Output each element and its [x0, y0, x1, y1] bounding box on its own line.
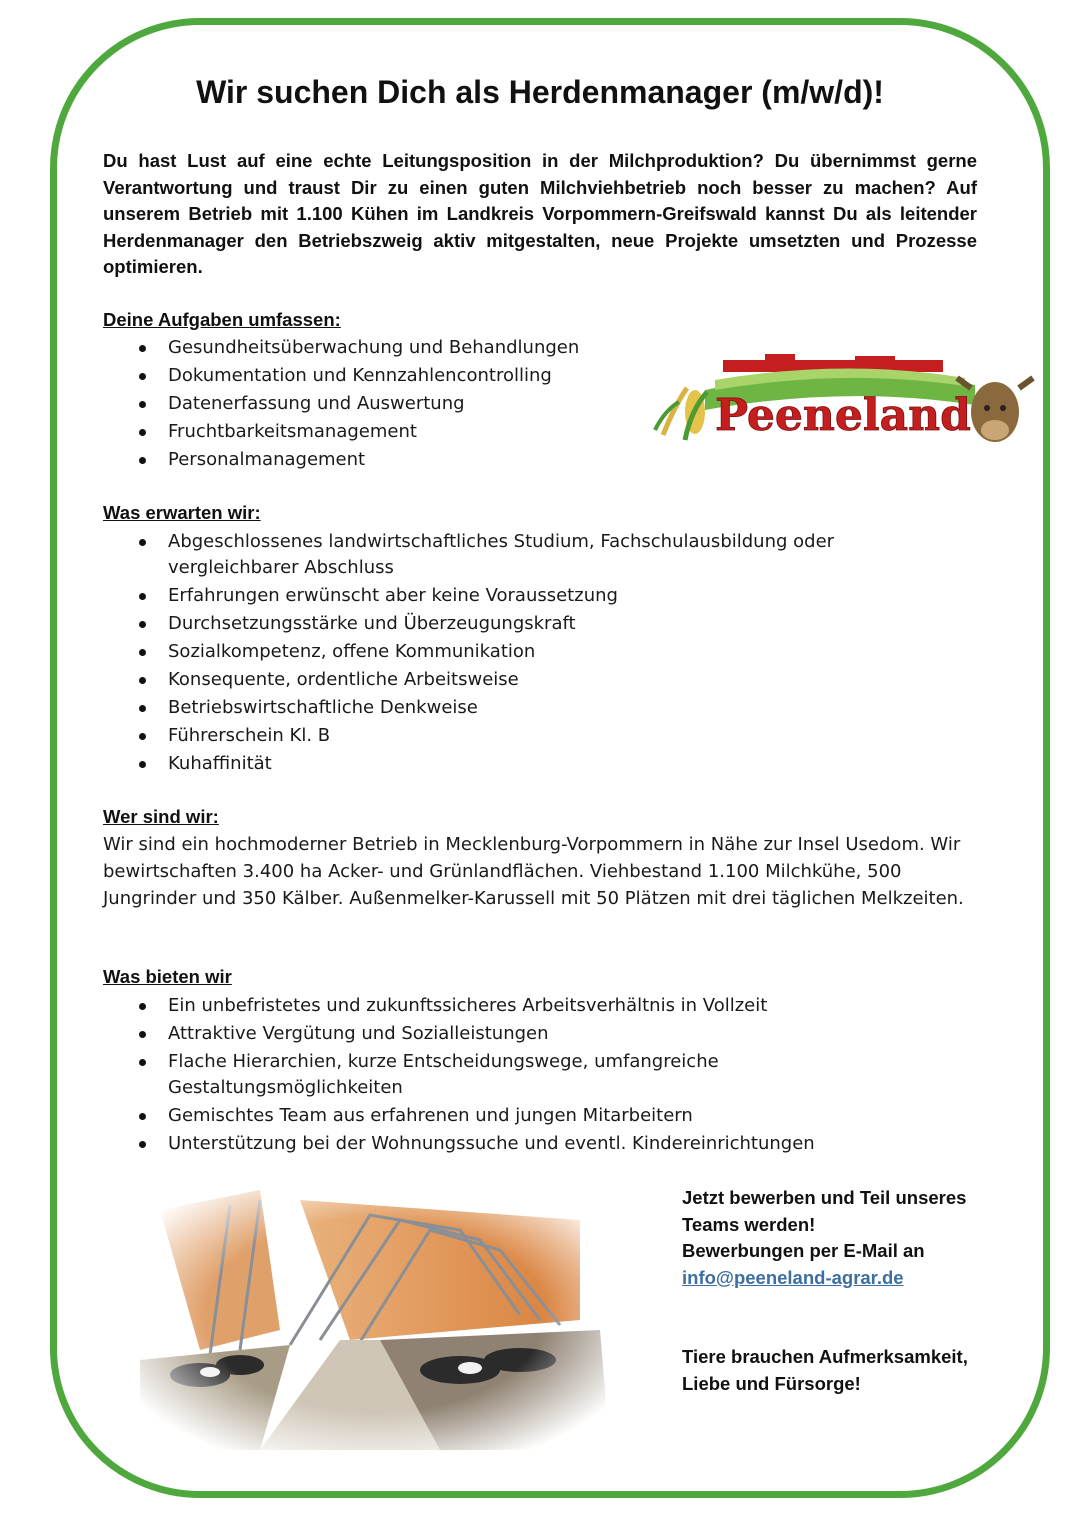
cta-line-2: Bewerbungen per E-Mail an: [682, 1240, 925, 1261]
list-item: Datenerfassung und Auswertung: [103, 391, 623, 417]
peeneland-logo: [645, 350, 1037, 450]
intro-paragraph: Du hast Lust auf eine echte Leitungsposition in der Milchproduktion? Du übernimmst gerne Verantwortung und traust Dir zu einen guten Milchviehbetrieb noch besser zu machen? Auf unserem Betrieb mit 1.100 Kühen im Landkreis Vorpommern-Greifswald kannst Du als leitender Herdenmanager den Betriebszweig aktiv mitgestalten, neue Projekte umsetzten und Prozesse optimieren.: [103, 150, 977, 277]
call-to-action: [682, 1185, 982, 1291]
list-item: Fruchtbarkeitsmanagement: [103, 419, 623, 445]
list-item: Attraktive Vergütung und Sozialleistungen: [103, 1021, 863, 1047]
offer-heading: Was bieten wir: [103, 966, 232, 987]
list-item: Führerschein Kl. B: [103, 723, 923, 749]
list-item: Gemischtes Team aus erfahrenen und jungen Mitarbeitern: [103, 1103, 863, 1129]
list-item: Dokumentation und Kennzahlencontrolling: [103, 363, 623, 389]
about-heading: Wer sind wir:: [103, 806, 219, 827]
logo-text: Peeneland: [715, 390, 971, 441]
list-item: Betriebswirtschaftliche Denkweise: [103, 695, 923, 721]
page-title: Wir suchen Dich als Herdenmanager (m/w/d)!: [196, 74, 884, 110]
slogan: Tiere brauchen Aufmerksamkeit, Liebe und Fürsorge!: [682, 1346, 968, 1394]
expect-list: [103, 529, 923, 779]
list-item: Abgeschlossenes landwirtschaftliches Studium, Fachschulausbildung oder vergleichbarer Abschluss: [103, 529, 923, 581]
email-link[interactable]: info@peeneland-agrar.de: [682, 1266, 904, 1288]
offer-list: [103, 993, 863, 1159]
list-item: Kuhaffinität: [103, 751, 923, 777]
list-item: Personalmanagement: [103, 447, 623, 473]
tasks-heading: Deine Aufgaben umfassen:: [103, 309, 341, 330]
barn-photo: [140, 1180, 610, 1450]
list-item: Sozialkompetenz, offene Kommunikation: [103, 639, 923, 665]
list-item: Flache Hierarchien, kurze Entscheidungswege, umfangreiche Gestaltungsmöglichkeiten: [103, 1049, 863, 1101]
expect-heading: Was erwarten wir:: [103, 502, 261, 523]
list-item: Durchsetzungsstärke und Überzeugungskraft: [103, 611, 923, 637]
list-item: Ein unbefristetes und zukunftssicheres Arbeitsverhältnis in Vollzeit: [103, 993, 863, 1019]
list-item: Konsequente, ordentliche Arbeitsweise: [103, 667, 923, 693]
list-item: Erfahrungen erwünscht aber keine Voraussetzung: [103, 583, 923, 609]
cta-line-1: Jetzt bewerben und Teil unseres Teams werden!: [682, 1187, 967, 1235]
list-item: Unterstützung bei der Wohnungssuche und eventl. Kindereinrichtungen: [103, 1131, 863, 1157]
tasks-list: [103, 335, 623, 475]
about-paragraph: Wir sind ein hochmoderner Betrieb in Mecklenburg-Vorpommern in Nähe zur Insel Usedom. Wir bewirtschaften 3.400 ha Acker- und Grünlandflächen. Viehbestand 1.100 Milchkühe, 500 Jungrinder und 350 Kälber. Außenmelker-Karussell mit 50 Plätzen mit drei täglichen Melkzeiten.: [103, 834, 964, 909]
list-item: Gesundheitsüberwachung und Behandlungen: [103, 335, 623, 361]
